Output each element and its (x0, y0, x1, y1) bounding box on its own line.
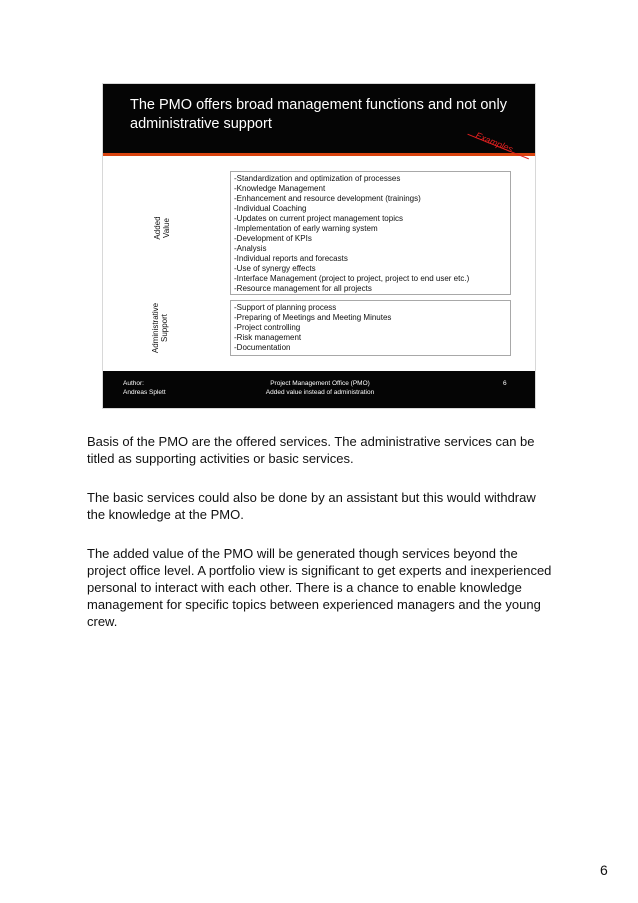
footer-center-line-1: Project Management Office (PMO) (270, 380, 370, 387)
list-item: -Preparing of Meetings and Meeting Minutes (234, 313, 392, 322)
list-item: -Updates on current project management topics (234, 214, 403, 223)
list-item: -Use of synergy effects (234, 264, 316, 273)
list-item: -Individual Coaching (234, 204, 307, 213)
paragraph-1: Basis of the PMO are the offered services. The administrative services can be titled as supporting activities or basic services. (87, 434, 535, 466)
list-item: -Documentation (234, 343, 291, 352)
list-item: -Risk management (234, 333, 302, 342)
list-item: -Individual reports and forecasts (234, 254, 348, 263)
added-value-box (230, 171, 511, 295)
added-value-list (234, 174, 510, 294)
administrative-support-label (151, 288, 171, 368)
slide-footer (103, 371, 536, 409)
footer-author (123, 379, 166, 397)
administrative-support-label-line-2: Support (160, 313, 169, 343)
administrative-support-label-line-1: Administrative (151, 302, 160, 354)
slide-title (130, 96, 520, 134)
list-item: -Development of KPIs (234, 234, 312, 243)
stamp-text: Examples (474, 130, 515, 155)
list-item: -Standardization and optimization of processes (234, 174, 401, 183)
paragraph-3: The added value of the PMO will be generated though services beyond the project office level. A portfolio view is significant to get experts and inexperienced personal to interact with each other. There is a chance to enable knowledge management for specific topics between experienced managers and the young crew. (87, 546, 552, 629)
footer-center (253, 379, 387, 397)
footer-center-line-2: Added value instead of administration (265, 389, 375, 396)
list-item: -Resource management for all projects (234, 284, 372, 293)
list-item: -Project controlling (234, 323, 301, 332)
added-value-label-line-2: Value (162, 218, 171, 238)
list-item: -Support of planning process (234, 303, 337, 312)
paragraph-2: The basic services could also be done by an assistant but this would withdraw the knowledge at the PMO. (87, 490, 536, 522)
slide-title-line-2: administrative support (130, 116, 272, 132)
page-number: 6 (600, 862, 608, 878)
administrative-support-box (230, 300, 511, 356)
slide-title-line-1: The PMO offers broad management functions and not only (130, 97, 507, 113)
added-value-label (153, 198, 173, 258)
list-item: -Enhancement and resource development (trainings) (234, 194, 421, 203)
footer-author-label: Author: (123, 380, 144, 387)
accent-divider (103, 153, 536, 156)
list-item: -Interface Management (project to project, project to end user etc.) (234, 274, 470, 283)
list-item: -Knowledge Management (234, 184, 326, 193)
footer-author-name: Andreas Splett (123, 389, 166, 396)
administrative-support-list (234, 303, 510, 353)
footer-slide-number: 6 (503, 380, 507, 387)
embedded-slide (102, 83, 536, 409)
list-item: -Analysis (234, 244, 267, 253)
added-value-label-line-1: Added (153, 216, 162, 240)
list-item: -Implementation of early warning system (234, 224, 378, 233)
